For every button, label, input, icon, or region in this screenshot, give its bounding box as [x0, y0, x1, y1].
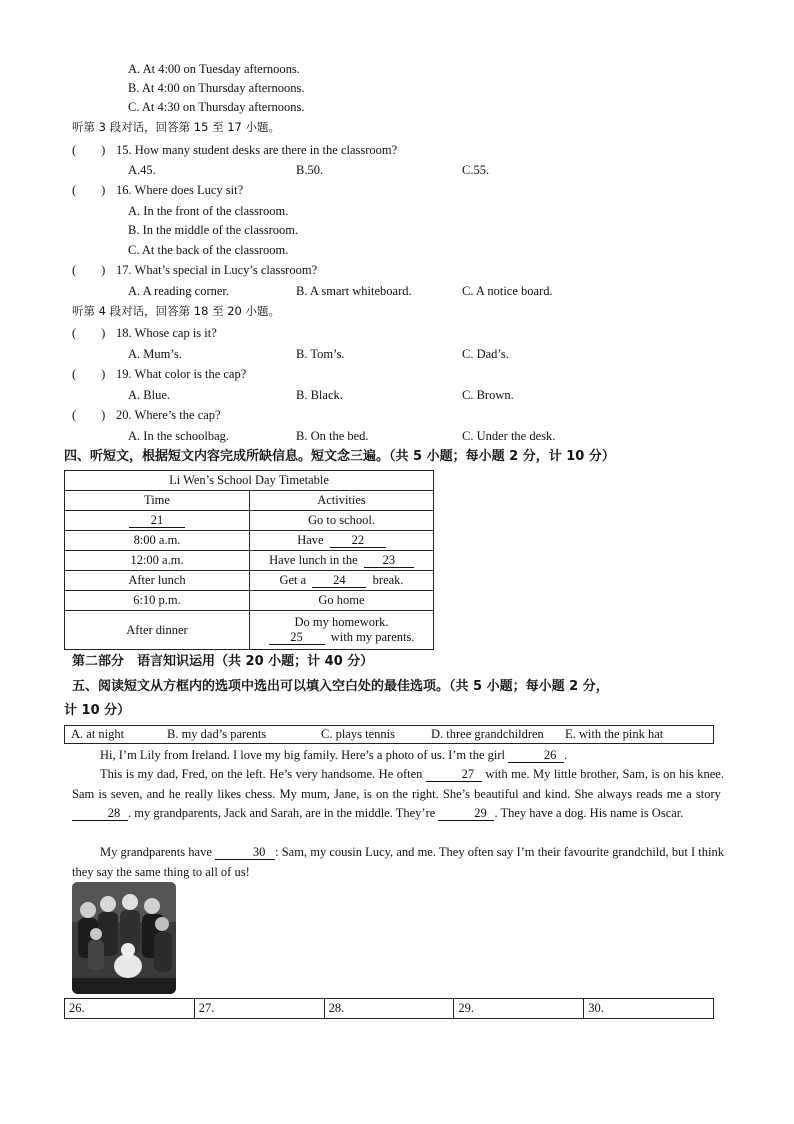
blank-25[interactable]: 25: [269, 631, 325, 645]
passage-paragraph-3: [72, 843, 724, 882]
timetable-text: Do my homework.: [294, 615, 389, 629]
passage-text: This is my dad, Fred, on the left. He’s very handsome. He often: [100, 767, 423, 781]
passage-text: . They have a dog. His name is Oscar.: [494, 806, 684, 820]
q16-answer-bracket[interactable]: ( ): [72, 183, 106, 197]
answer-table: [64, 998, 714, 1019]
timetable-text: Have lunch in the: [269, 553, 358, 567]
q17-answer-bracket[interactable]: ( ): [72, 263, 106, 277]
timetable-cell: [250, 611, 434, 650]
q14-option-a: A. At 4:00 on Tuesday afternoons.: [128, 62, 300, 76]
section3-intro: 听第 3 段对话，回答第 15 至 17 小题。: [72, 120, 281, 134]
q15-answer-bracket[interactable]: ( ): [72, 143, 106, 157]
q14-option-b: B. At 4:00 on Thursday afternoons.: [128, 81, 305, 95]
family-photo: [72, 882, 176, 994]
q20-option-a: A. In the schoolbag.: [128, 429, 230, 443]
q16-question: 16. Where does Lucy sit?: [116, 183, 244, 197]
q17-option-a: A. A reading corner.: [128, 284, 230, 298]
q19-option-a: A. Blue.: [128, 388, 171, 402]
option-a: A. at night: [71, 727, 125, 741]
timetable-text: with my parents.: [330, 630, 415, 644]
blank-22[interactable]: 22: [330, 534, 386, 548]
q20-answer-bracket[interactable]: ( ): [72, 408, 106, 422]
passage-text: with me. My little brother, Sam, is on his knee. Sam is seven, and he really likes chess. My mum, Jane, is on the right. She’s beautiful and kind. She always reads me a story: [72, 767, 724, 801]
timetable-line: [250, 630, 433, 645]
timetable-cell: 12:00 a.m.: [65, 551, 250, 571]
blank-23[interactable]: 23: [364, 554, 414, 568]
q17-option-c: C. A notice board.: [462, 284, 553, 298]
options-box: [64, 725, 714, 744]
q16-option-b: B. In the middle of the classroom.: [128, 223, 299, 237]
q15-question: 15. How many student desks are there in the classroom?: [116, 143, 398, 157]
blank-30[interactable]: 30: [215, 846, 275, 860]
q19-option-b: B. Black.: [296, 388, 343, 402]
timetable: [64, 470, 434, 650]
blank-26[interactable]: 26: [508, 749, 564, 763]
q15-option-a: A.45.: [128, 163, 156, 177]
passage-text: .: [564, 748, 568, 762]
q19-answer-bracket[interactable]: ( ): [72, 367, 106, 381]
part5-heading-line1: 五、阅读短文从方框内的选项中选出可以填入空白处的最佳选项。（共 5 小题；每小题 2 分，: [72, 679, 609, 694]
part2-heading: 第二部分 语言知识运用（共 20 小题；计 40 分）: [72, 654, 374, 669]
answer-cell-27[interactable]: 27.: [194, 999, 324, 1019]
timetable-cell: After lunch: [65, 571, 250, 591]
timetable-cell: [250, 531, 434, 551]
part4-heading: 四、听短文，根据短文内容完成所缺信息。短文念三遍。（共 5 小题；每小题 2 分，计 10 分）: [64, 449, 615, 464]
timetable-cell: After dinner: [65, 611, 250, 650]
family-photo-graphic: [72, 882, 176, 994]
timetable-header-activities: Activities: [250, 491, 434, 511]
passage-text: . my grandparents, Jack and Sarah, are in the middle. They’re: [128, 806, 436, 820]
q14-option-c: C. At 4:30 on Thursday afternoons.: [128, 100, 305, 114]
q19-question: 19. What color is the cap?: [116, 367, 247, 381]
q17-question: 17. What’s special in Lucy’s classroom?: [116, 263, 318, 277]
passage-text: My grandparents have: [100, 845, 212, 859]
q20-option-b: B. On the bed.: [296, 429, 369, 443]
timetable-cell: Go home: [250, 591, 434, 611]
q18-option-a: A. Mum’s.: [128, 347, 182, 361]
answer-cell-30[interactable]: 30.: [584, 999, 714, 1019]
timetable-cell: [250, 551, 434, 571]
answer-cell-28[interactable]: 28.: [324, 999, 454, 1019]
passage-paragraph-1: [72, 746, 724, 766]
q20-option-c: C. Under the desk.: [462, 429, 556, 443]
blank-29[interactable]: 29: [438, 807, 494, 821]
q16-option-a: A. In the front of the classroom.: [128, 204, 289, 218]
q18-option-c: C. Dad’s.: [462, 347, 509, 361]
timetable-title: Li Wen’s School Day Timetable: [65, 471, 434, 491]
timetable-text: break.: [372, 573, 404, 587]
q15-option-c: C.55.: [462, 163, 490, 177]
option-b: B. my dad’s parents: [167, 727, 267, 741]
q15-option-b: B.50.: [296, 163, 324, 177]
answer-cell-26[interactable]: 26.: [65, 999, 195, 1019]
q18-answer-bracket[interactable]: ( ): [72, 326, 106, 340]
timetable-cell: [65, 511, 250, 531]
q18-option-b: B. Tom’s.: [296, 347, 345, 361]
q16-option-c: C. At the back of the classroom.: [128, 243, 289, 257]
option-e: E. with the pink hat: [565, 727, 664, 741]
section4-intro: 听第 4 段对话，回答第 18 至 20 小题。: [72, 304, 281, 318]
q18-question: 18. Whose cap is it?: [116, 326, 217, 340]
part5-heading-line2: 计 10 分）: [64, 703, 131, 718]
timetable-text: Have: [297, 533, 324, 547]
passage-text: Hi, I’m Lily from Ireland. I love my big family. Here’s a photo of us. I’m the girl: [100, 748, 505, 762]
q20-question: 20. Where’s the cap?: [116, 408, 221, 422]
blank-21[interactable]: 21: [129, 514, 185, 528]
timetable-cell: Go to school.: [250, 511, 434, 531]
option-c: C. plays tennis: [321, 727, 395, 741]
blank-24[interactable]: 24: [312, 574, 366, 588]
q19-option-c: C. Brown.: [462, 388, 514, 402]
q17-option-b: B. A smart whiteboard.: [296, 284, 412, 298]
timetable-cell: 8:00 a.m.: [65, 531, 250, 551]
passage-text: : Sam, my cousin Lucy, and me. They often say I’m their favourite grandchild, but I think they say the same thing to all of us!: [72, 845, 724, 879]
passage-paragraph-2: [72, 765, 724, 824]
blank-27[interactable]: 27: [426, 768, 482, 782]
timetable-header-time: Time: [65, 491, 250, 511]
timetable-text: Get a: [279, 573, 307, 587]
answer-cell-29[interactable]: 29.: [454, 999, 584, 1019]
timetable-cell: 6:10 p.m.: [65, 591, 250, 611]
option-d: D. three grandchildren: [431, 727, 544, 741]
timetable-cell: [250, 571, 434, 591]
blank-28[interactable]: 28: [72, 807, 128, 821]
